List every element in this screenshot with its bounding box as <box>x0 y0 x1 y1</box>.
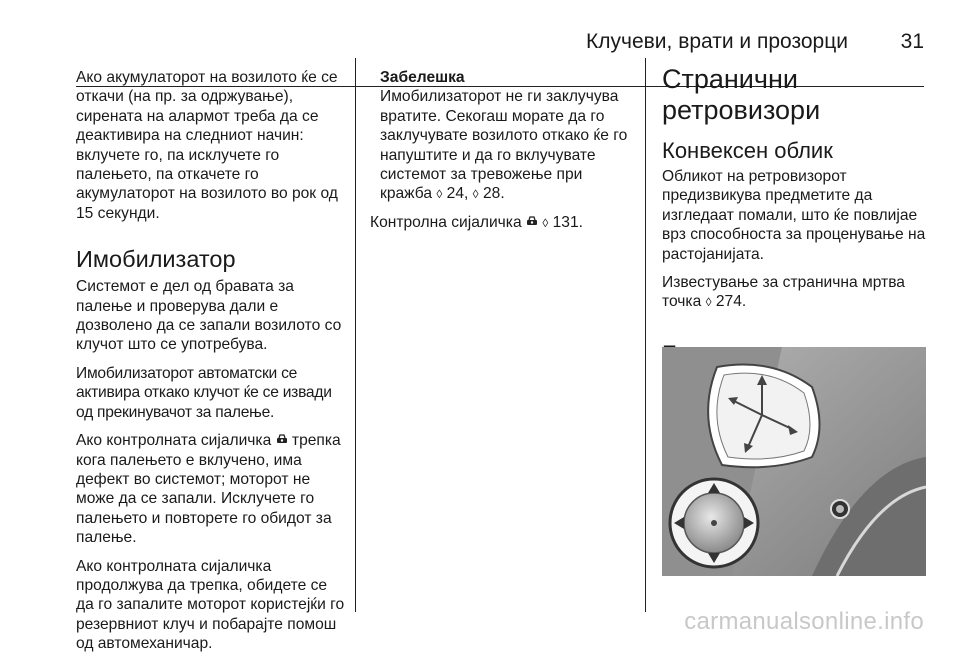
reference-arrow-icon: ◊ <box>542 215 549 230</box>
immobilizer-lamp-icon <box>526 213 538 232</box>
immobilizer-paragraph-4: Ако контролната сијаличка продолжува да трепка, обидете се да го запалите моторот користејќи го резервниот клуч и побарајте помош од автомеханичар. <box>76 557 345 653</box>
side-mirrors-title: Странични ретровизори <box>662 64 821 125</box>
note-block <box>380 68 632 205</box>
column-right <box>662 64 928 381</box>
chapter-header-title: Клучеви, врати и прозорци <box>586 30 848 53</box>
convex-shape-heading: Конвексен облик <box>662 138 833 163</box>
immobilizer-heading: Имобилизатор <box>76 246 236 273</box>
page-number: 31 <box>900 30 924 53</box>
page-reference-link[interactable]: 274 <box>715 293 742 311</box>
immobilizer-lamp-icon <box>276 431 288 450</box>
immobilizer-paragraph-2: Имобилизаторот автоматски се активира откако клучот ќе се извади од прекинувачот за палење. <box>76 364 332 421</box>
column-divider <box>645 58 646 612</box>
note-text: Имобилизаторот не ги заклучува вратите. Секогаш морате да го заклучувате возилото откако ќе го напуштите и да го вклучувате системот за тревожење при кражба ◊ 24, ◊ 28. <box>380 88 628 203</box>
column-divider <box>355 58 356 612</box>
note-title: Забелешка <box>380 69 465 86</box>
page-reference-link[interactable]: 24 <box>446 185 464 203</box>
battery-alarm-paragraph: Ако акумулаторот на возилото ќе се откачи (на пр. за одржување), сирената на алармот треба да се деактивира на следниот начин: вклучете го, па исклучете го палењето, па откачете го акумулаторот на возилото во рок од 15 секунди. <box>76 69 338 222</box>
mirror-adjustment-illustration <box>662 347 926 576</box>
column-left <box>76 68 348 663</box>
reference-arrow-icon: ◊ <box>705 295 712 310</box>
page-header <box>0 30 960 58</box>
convex-shape-paragraph: Обликот на ретровизорот предизвикува предметите да изгледаат помали, што ќе повлијае врз способноста за проценување на растојанијата. <box>662 168 926 263</box>
reference-arrow-icon: ◊ <box>436 187 443 202</box>
control-lamp-paragraph: Контролна сијаличка ◊ 131. <box>370 213 583 231</box>
reference-arrow-icon: ◊ <box>472 187 479 202</box>
column-middle <box>370 68 632 242</box>
watermark: carmanualsonline.info <box>684 608 924 635</box>
immobilizer-paragraph-1: Системот е дел од бравата за палење и проверува дали е дозволено да се запали возилото со клучот што се употребува. <box>76 278 342 354</box>
page-reference-link[interactable]: 28 <box>482 185 501 203</box>
page-reference-link[interactable]: 131 <box>552 213 579 231</box>
immobilizer-paragraph-3: Ако контролната сијаличка трепка кога палењето е вклучено, има дефект во системот; моторот не може да се запали. Исклучете го палењето и повторете го обидот за палење. <box>76 432 341 547</box>
mirror-adjustment-figure <box>662 347 926 576</box>
blind-spot-paragraph: Известување за странична мртва точка ◊ 274. <box>662 274 905 311</box>
